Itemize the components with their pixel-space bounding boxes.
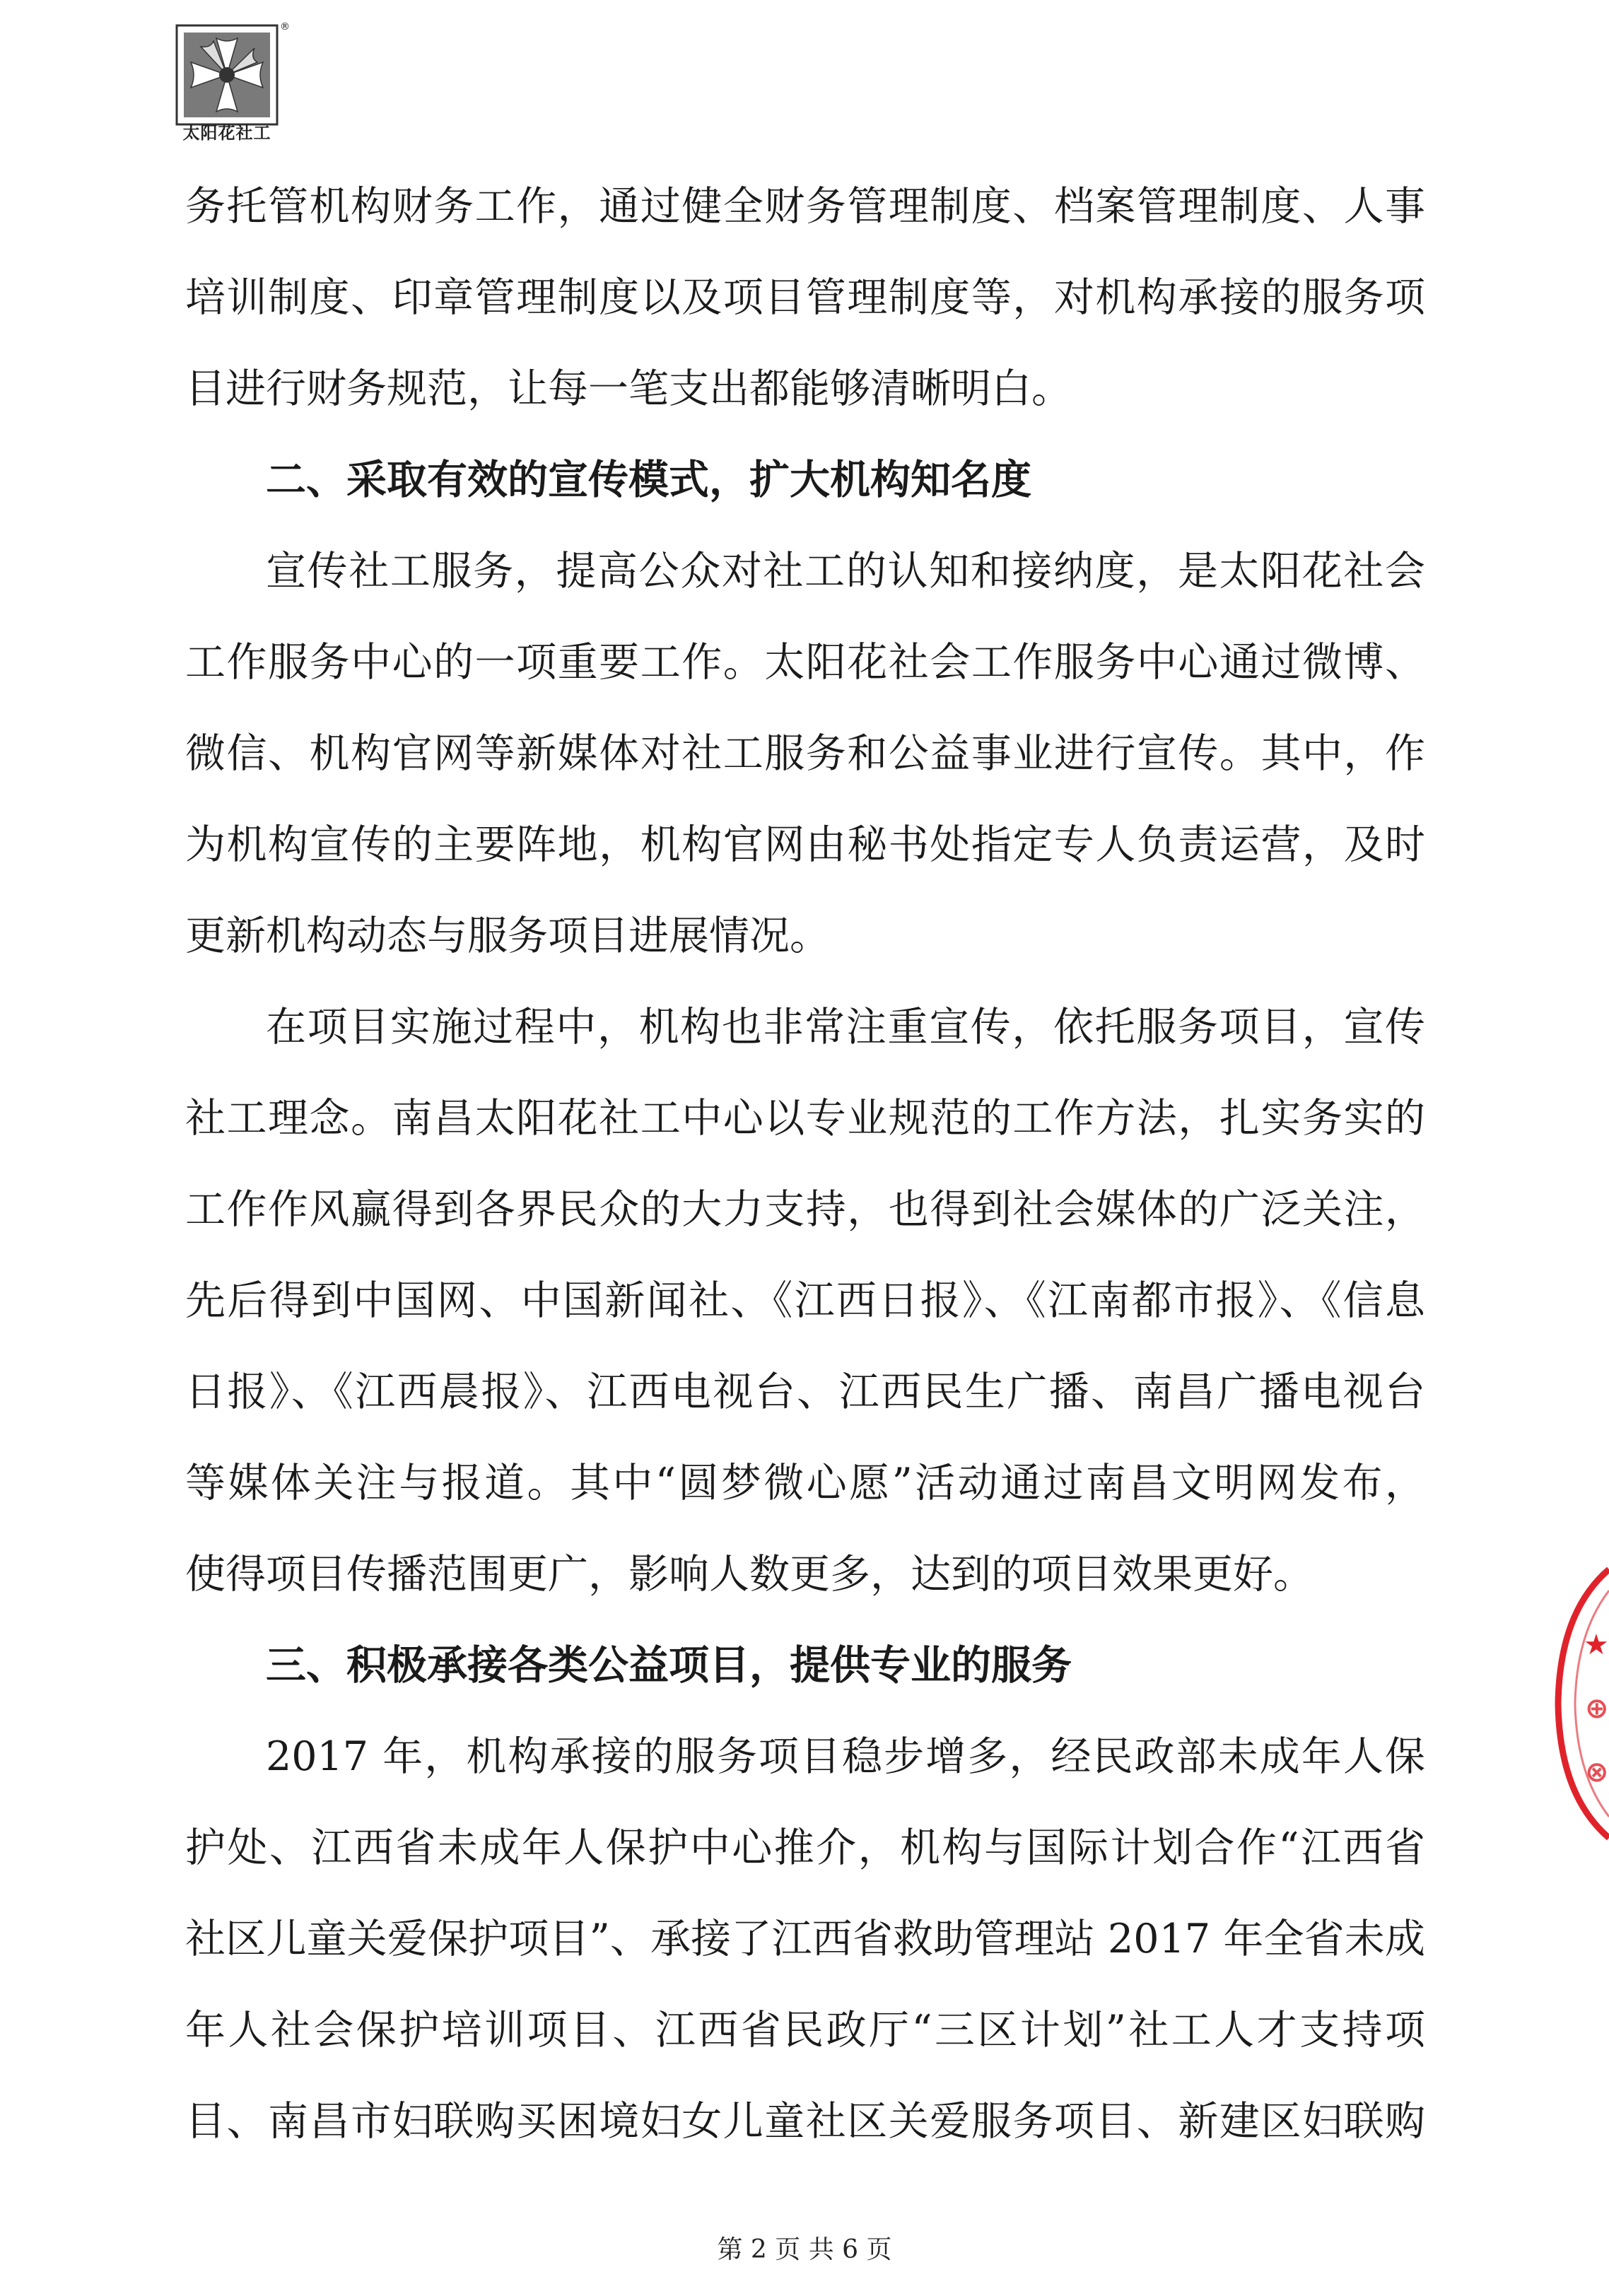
body-text-line: 工作服务中心的一项重要工作。太阳花社会工作服务中心通过微博、	[185, 639, 1425, 686]
body-text-line: 年人社会保护培训项目、江西省民政厅“三区计划”社工人才支持项	[185, 2007, 1425, 2054]
svg-text:⊕: ⊕	[1585, 1692, 1609, 1725]
document-body	[185, 161, 1425, 2167]
section-heading: 三、积极承接各类公益项目，提供专业的服务	[266, 1642, 1072, 1689]
body-text-line: 2017 年，机构承接的服务项目稳步增多，经民政部未成年人保	[266, 1733, 1425, 1780]
body-text-line: 社工理念。南昌太阳花社工中心以专业规范的工作方法，扎实务实的	[185, 1095, 1425, 1142]
body-text-line: 更新机构动态与服务项目进展情况。	[185, 913, 830, 959]
body-text-line: 微信、机构官网等新媒体对社工服务和公益事业进行宣传。其中，作	[185, 730, 1425, 777]
body-text-line: 宣传社工服务，提高公众对社工的认知和接纳度，是太阳花社会	[266, 548, 1425, 594]
body-text-line: 为机构宣传的主要阵地，机构官网由秘书处指定专人负责运营，及时	[185, 821, 1425, 868]
body-text-line: 目进行财务规范，让每一笔支出都能够清晰明白。	[185, 365, 1072, 412]
section-heading: 二、采取有效的宣传模式，扩大机构知名度	[266, 457, 1031, 503]
svg-text:★: ★	[1584, 1629, 1609, 1661]
body-text-line: 护处、江西省未成年人保护中心推介，机构与国际计划合作“江西省	[185, 1824, 1425, 1871]
svg-text:⊗: ⊗	[1585, 1756, 1609, 1788]
page-number: 第 2 页 共 6 页	[717, 2235, 892, 2264]
body-text-line: 使得项目传播范围更广，影响人数更多，达到的项目效果更好。	[185, 1551, 1313, 1598]
body-text-line: 在项目实施过程中，机构也非常注重宣传，依托服务项目，宣传	[266, 1004, 1425, 1050]
body-text-line: 目、南昌市妇联购买困境妇女儿童社区关爱服务项目、新建区妇联购	[185, 2098, 1425, 2145]
body-text-line: 日报》、《江西晨报》、江西电视台、江西民生广播、南昌广播电视台	[185, 1369, 1425, 1415]
logo-text: 太阳花社工	[182, 123, 271, 143]
body-text-line: 等媒体关注与报道。其中“圆梦微心愿”活动通过南昌文明网发布，	[185, 1460, 1425, 1506]
body-text-line: 工作作风赢得到各界民众的大力支持，也得到社会媒体的广泛关注，	[185, 1186, 1425, 1233]
body-text-line: 培训制度、印章管理制度以及项目管理制度等，对机构承接的服务项	[185, 274, 1425, 321]
body-text-line: 先后得到中国网、中国新闻社、《江西日报》、《江南都市报》、《信息	[185, 1277, 1425, 1324]
body-text-line: 社区儿童关爱保护项目”、承接了江西省救助管理站 2017 年全省未成	[185, 1916, 1425, 1962]
registered-mark: ®	[280, 21, 290, 33]
body-text-line: 务托管机构财务工作，通过健全财务管理制度、档案管理制度、人事	[185, 183, 1425, 230]
red-seal-icon	[1552, 1555, 1609, 1852]
